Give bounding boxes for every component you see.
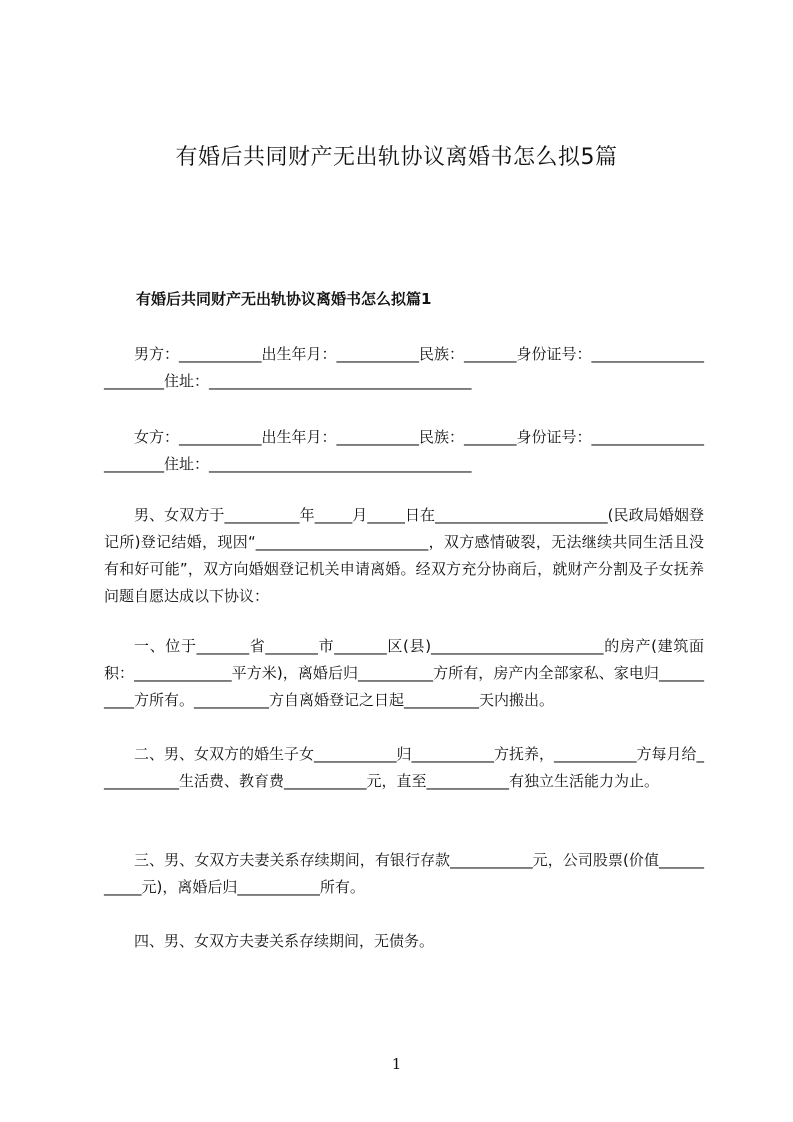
page-number: 1 (391, 1055, 402, 1073)
paragraph-clause-children: 二、男、女双方的婚生子女___________归___________方抚养，___________方每月给___________生活费、教育费___________元，直至___________有独立生活能力为止。 (104, 745, 705, 790)
document-title: 有婚后共同财产无出轨协议离婚书怎么拟5篇 (175, 145, 618, 170)
paragraph-male-info: 男方：___________出生年月：___________民族：_______身份证号：_______________________住址：___________________________________ (104, 345, 705, 390)
paragraph-female-info: 女方：___________出生年月：___________民族：_______身份证号：_______________________住址：___________________________________ (104, 428, 705, 473)
paragraph-clause-debts: 四、男、女双方夫妻关系存续期间，无债务。 (134, 932, 435, 950)
section-title: 有婚后共同财产无出轨协议离婚书怎么拟篇1 (136, 290, 432, 308)
paragraph-clause-property: 一、位于_______省_______市_______区(县)_______________________的房产(建筑面积：_____________平方米)，离婚后归__________方所有，房产内全部家私、家电归__________方所有。__________方自离婚登记之日起__________天内搬出。 (104, 637, 704, 709)
paragraph-clause-savings: 三、男、女双方夫妻关系存续期间，有银行存款___________元，公司股票(价值___________元)，离婚后归___________所有。 (104, 851, 704, 896)
paragraph-marriage-registration: 男、女双方于__________年_____月_____日在_______________________(民政局婚姻登记所)登记结婚，现因“_______________________，双方感情破裂，无法继续共同生活且没有和好可能”，双方向婚姻登记机关申请离婚。经双方充分协商后，就财产分割及子女抚养问题自愿达成以下协议： (104, 506, 704, 605)
